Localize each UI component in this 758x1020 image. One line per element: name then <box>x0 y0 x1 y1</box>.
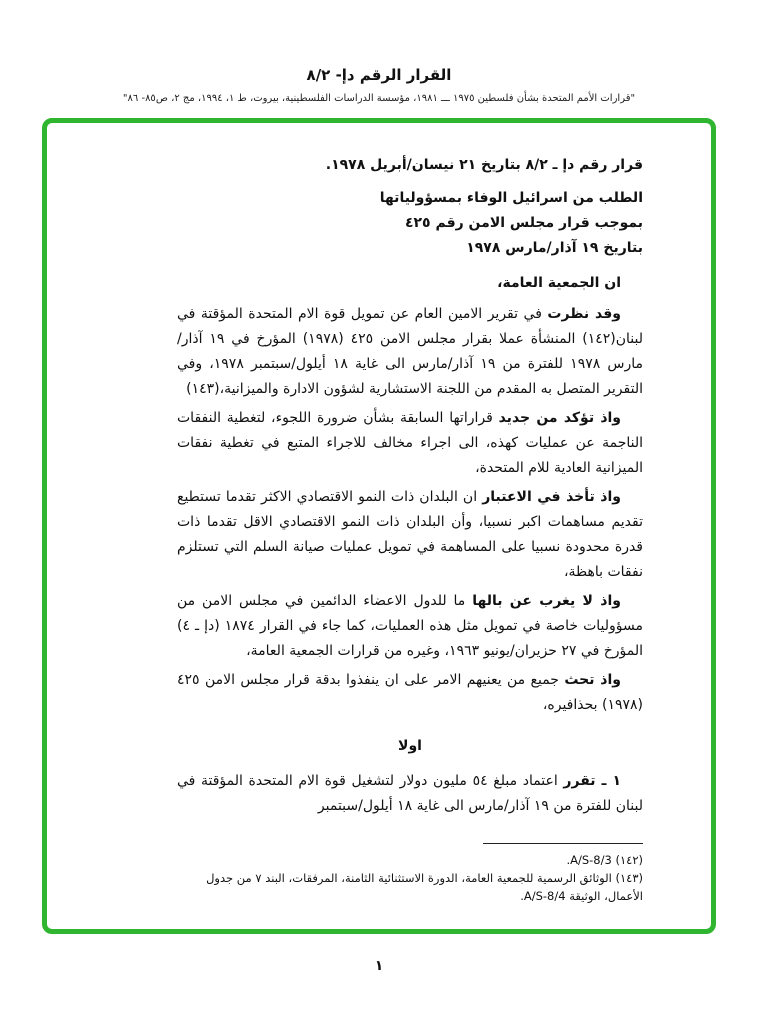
resolution-subtitle-line-1: الطلب من اسرائيل الوفاء بمسؤولياتها <box>379 190 643 206</box>
preamble-paragraph <box>177 485 643 585</box>
paragraph-text: ان البلدان ذات النمو الاقتصادي الاكثر تقدما تستطيع تقديم مساهمات اكبر نسبيا، وأن البلدان ذات النمو الاقتصادي الاقل تقدما ذات قدرة محدودة نسبيا على المساهمة في تمويل عمليات صيانة السلم التي تستلزم نفقات باهظة، <box>177 489 643 580</box>
paragraph-lead: واذ لا يغرب عن بالها <box>472 593 621 609</box>
page-header <box>0 66 758 104</box>
paragraph-lead: وقد نظرت <box>547 306 621 322</box>
paragraph-text: في تقرير الامين العام عن تمويل قوة الام المتحدة المؤقتة في لبنان(١٤٢) المنشأة عملا بقرار مجلس الامن ٤٢٥ (١٩٧٨) المؤرخ في ١٩ آذار/مارس ١٩٧٨ للفترة من ١٩ آذار/مارس الى غاية ١٨ أيلول/سبتمبر ١٩٧٨، وفي التقرير المتصل به المقدم من اللجنة الاستشارية لشؤون الادارة والميزانية،(١٤٣) <box>177 306 643 397</box>
preamble-paragraph <box>177 302 643 402</box>
footnotes <box>177 833 643 905</box>
source-citation: "قرارات الأمم المتحدة بشأن فلسطين ١٩٧٥ ـــ ١٩٨١، مؤسسة الدراسات الفلسطينية، بيروت، ط ١، ١٩٩٤، مج ٢، ص٨٥- ٨٦" <box>122 93 636 104</box>
preamble-paragraph <box>177 668 643 718</box>
resolution-subtitle-line-3: بتاريخ ١٩ آذار/مارس ١٩٧٨ <box>466 240 643 256</box>
document-frame <box>42 118 716 934</box>
paragraph-text: اعتماد مبلغ ٥٤ مليون دولار لتشغيل قوة الام المتحدة المؤقتة في لبنان للفترة من ١٩ آذار/مارس الى غاية ١٨ أيلول/سبتمبر <box>177 773 643 814</box>
paragraph-text: ما للدول الاعضاء الدائمين في مجلس الامن من مسؤوليات خاصة في تمويل مثل هذه العمليات، كما جاء في القرار ١٨٧٤ (دإ ـ ٤) المؤرخ في ٢٧ حزيران/يونيو ١٩٦٣، وغيره من قرارات الجمعية العامة، <box>177 593 643 659</box>
preamble-paragraph <box>177 406 643 481</box>
preamble-opening: ان الجمعية العامة، <box>497 275 621 291</box>
paragraph-lead: واذ تأخذ في الاعتبار <box>482 489 621 505</box>
paragraph-text: جميع من يعنيهم الامر على ان ينفذوا بدقة قرار مجلس الامن ٤٢٥ (١٩٧٨) بحذافيره، <box>177 672 643 713</box>
preamble-paragraph <box>177 589 643 664</box>
footnote-separator <box>483 843 643 844</box>
paragraph-text: قراراتها السابقة بشأن ضرورة اللجوء، لتغطية النفقات الناجمة عن عمليات كهذه، الى اجراء مخالف للاجراء المتبع في تغطية نفقات الميزانية العادية للام المتحدة، <box>177 410 643 476</box>
operative-paragraph <box>177 769 643 819</box>
paragraph-lead: واذ تؤكد من جديد <box>498 410 622 426</box>
paragraph-lead: ١ ـ تقرر <box>563 773 621 789</box>
section-heading: اولا <box>398 738 422 754</box>
resolution-title: قرار رقم دإ ـ ٨/٢ بتاريخ ٢١ نيسان/أبريل ١٩٧٨. <box>325 157 643 173</box>
page-number: ١ <box>374 958 384 974</box>
footnote-item: (١٤٣) الوثائق الرسمية للجمعية العامة، الدورة الاستثنائية الثامنة، المرفقات، البند ٧ من جدول الأعمال، الوثيقة A/S-8/4. <box>206 871 643 903</box>
footnote-item: (١٤٢) A/S-8/3. <box>566 853 643 867</box>
page-title: القرار الرقم دإ- ٨/٢ <box>306 66 452 84</box>
resolution-subtitle-line-2: بموجب قرار مجلس الامن رقم ٤٢٥ <box>404 215 643 231</box>
paragraph-lead: واذ تحث <box>564 672 621 688</box>
document-body <box>47 123 711 929</box>
